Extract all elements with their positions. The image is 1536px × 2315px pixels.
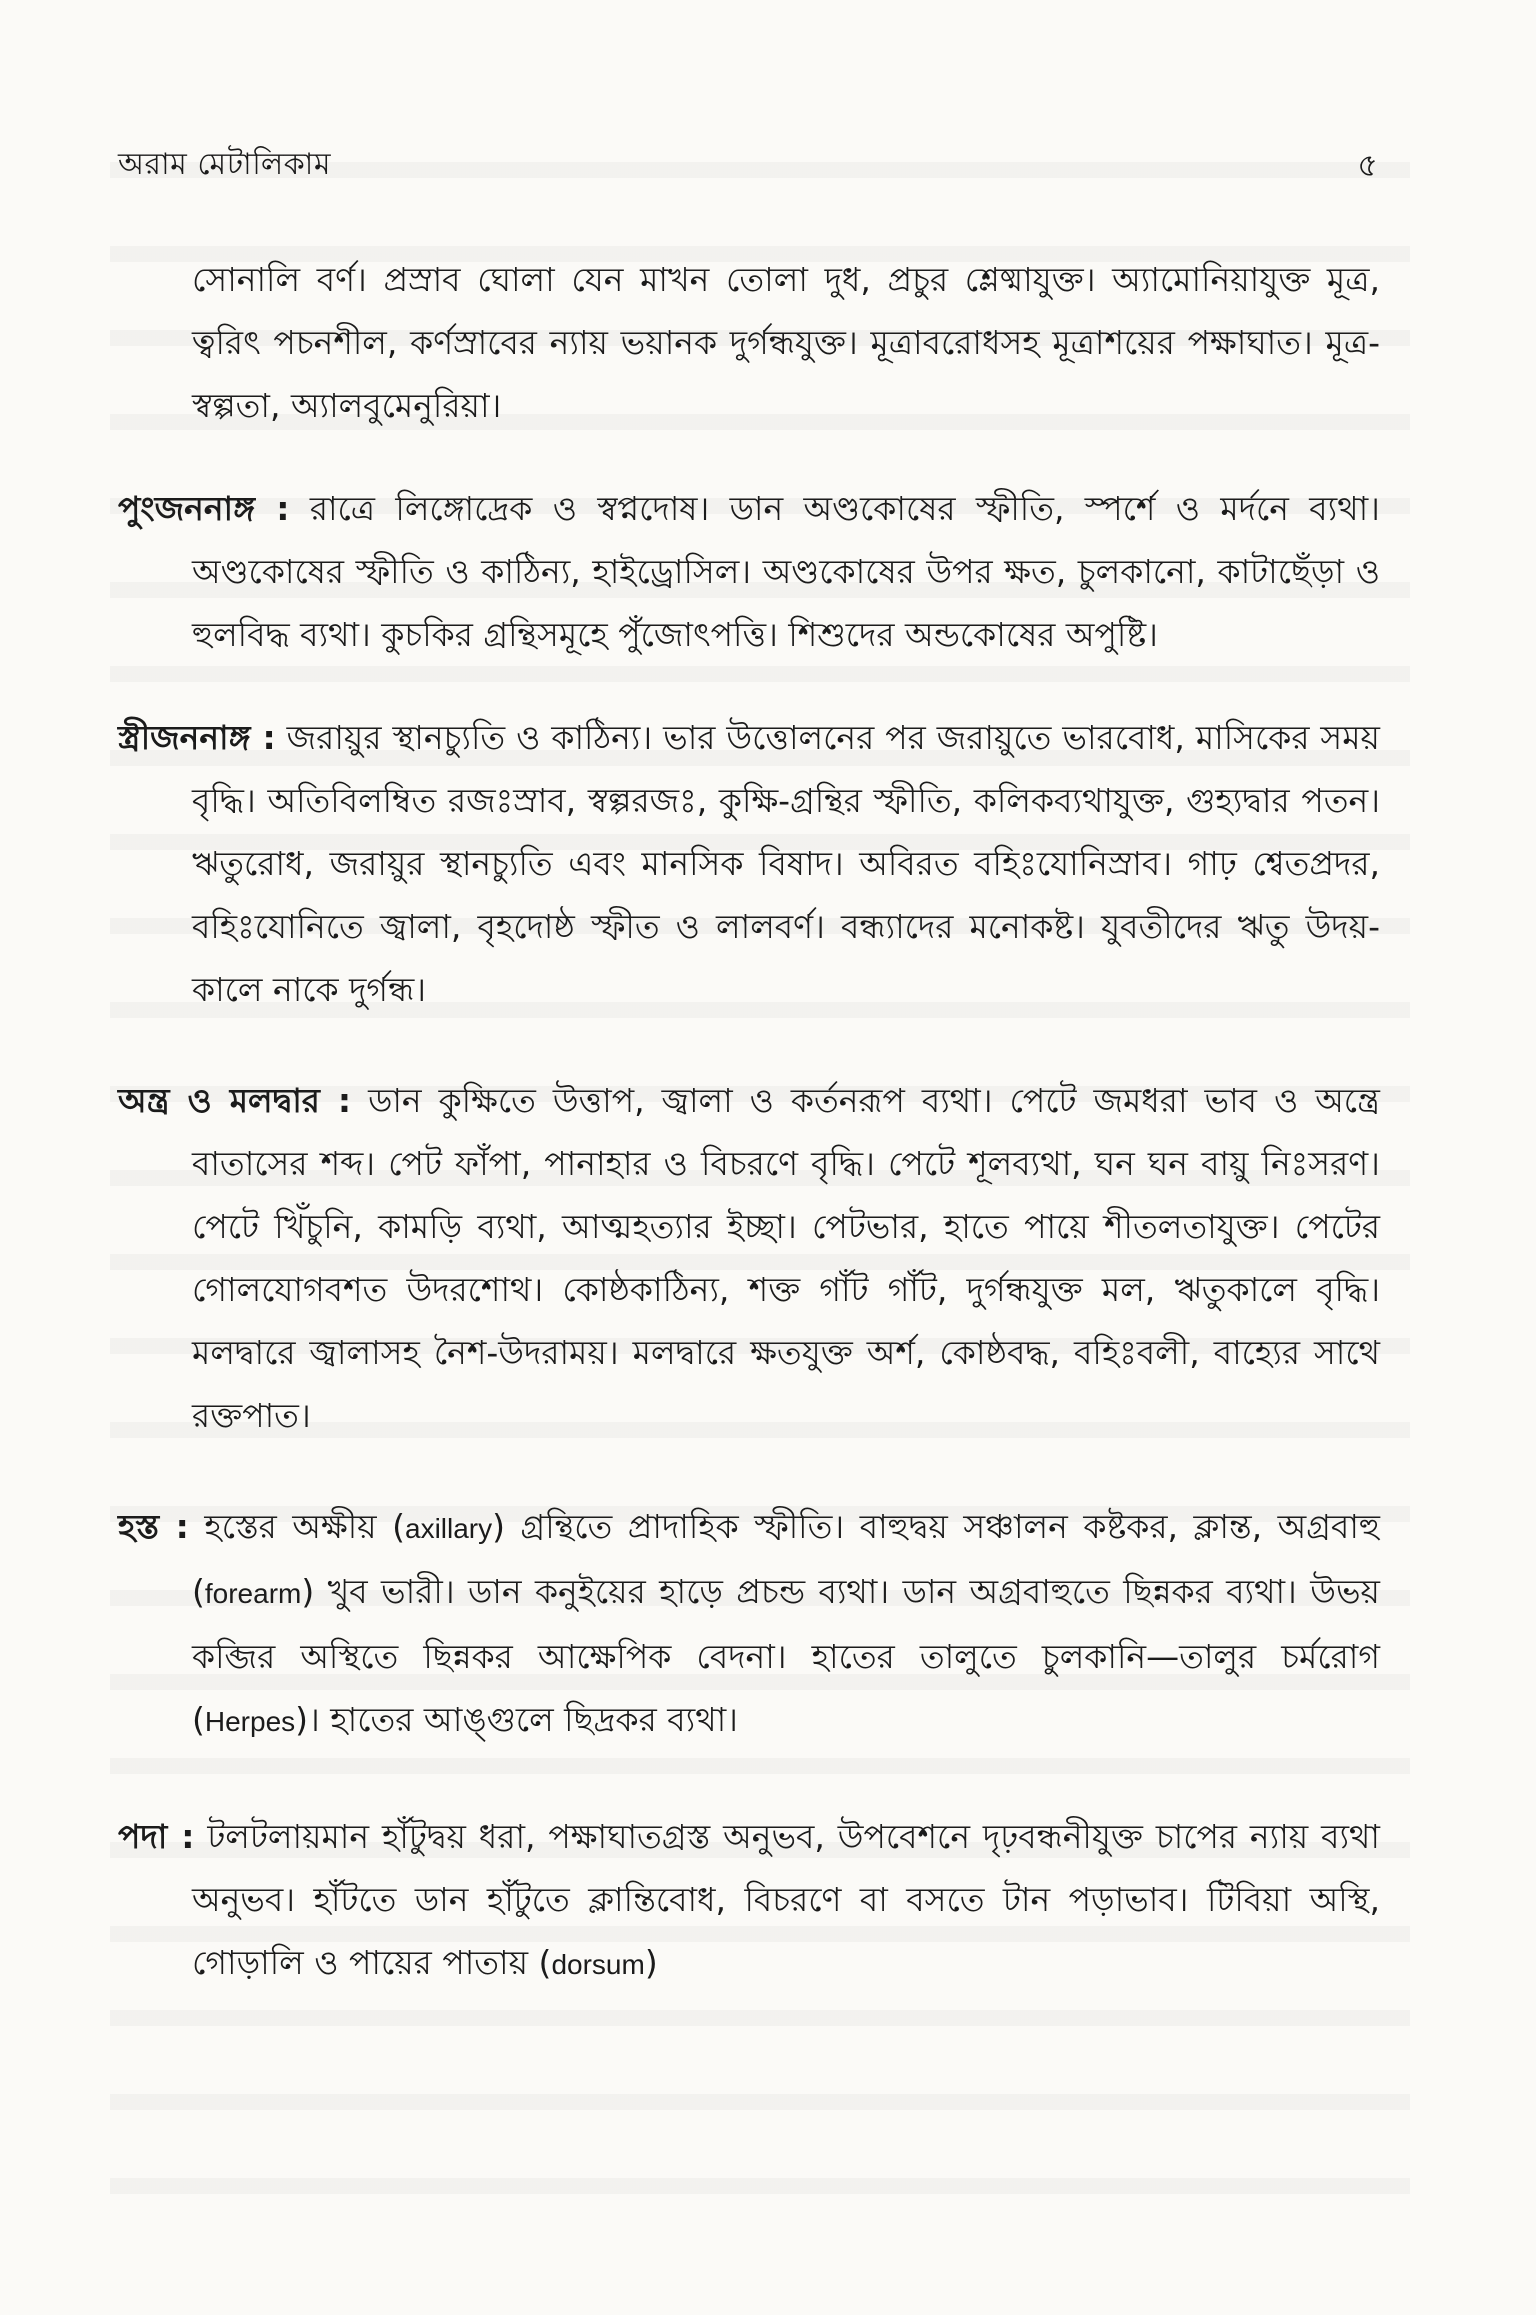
section-female-genitals (118, 706, 1380, 1021)
section-heading: পদা : (118, 1817, 195, 1856)
section-legs (118, 1805, 1380, 1996)
section-text: জরায়ুর স্থানচ্যুতি ও কাঠিন্য। ভার উত্তোলনের পর জরায়ুতে ভারবোধ, মাসিকের সময় বৃদ্ধি। অতিবিলম্বিত রজঃস্রাব, স্বল্পরজঃ, কুক্ষি-গ্রন্থির স্ফীতি, কলিকব্যথাযুক্ত, গুহ্যদ্বার পতন। ঋতুরোধ, জরায়ুর স্থানচ্যুতি এবং মানসিক বিষাদ। অবিরত বহিঃযোনিস্রাব। গাঢ় শ্বেতপ্রদর, বহিঃযোনিতে জ্বালা, বৃহদোষ্ঠ স্ফীত ও লালবর্ণ। বন্ধ্যাদের মনোকষ্ট। যুবতীদের ঋতু উদয়-কালে নাকে দুর্গন্ধ। (192, 718, 1380, 1009)
latin-term: axillary (405, 1513, 493, 1544)
section-text-part: ) খুব ভারী। ডান কনুইয়ের হাড়ে প্রচন্ড ব্যথা। ডান অগ্রবাহুতে ছিন্নকর ব্যথা। উভয় কব্জির অস্থিতে ছিন্নকর আক্ষেপিক বেদনা। হাতের তালুতে চুলকানি—তালুর চর্মরোগ ( (192, 1572, 1380, 1739)
section-text-part: ) গ্রন্থিতে প্রাদাহিক স্ফীতি। বাহুদ্বয় সঞ্চালন কষ্টকর, ক্লান্ত, অগ্রবাহু ( (192, 1507, 1380, 1611)
section-hands (118, 1495, 1380, 1753)
running-title: অরাম মেটালিকাম (118, 147, 332, 182)
section-intestine-rectum (118, 1069, 1380, 1447)
section-heading: স্ত্রীজননাঙ্গ : (118, 718, 276, 757)
intro-paragraph: সোনালি বর্ণ। প্রস্রাব ঘোলা যেন মাখন তোলা দুধ, প্রচুর শ্লেষ্মাযুক্ত। অ্যামোনিয়াযুক্ত মূত্র, ত্বরিৎ পচনশীল, কর্ণস্রাবের ন্যায় ভয়ানক দুর্গন্ধযুক্ত। মূত্রাবরোধসহ মূত্রাশয়ের পক্ষাঘাত। মূত্র-স্বল্পতা, অ্যালবুমেনুরিয়া। (192, 260, 1380, 425)
latin-term: forearm (204, 1578, 302, 1609)
section-male-genitals (118, 477, 1380, 666)
section-heading: পুংজননাঙ্গ : (118, 489, 290, 528)
section-text-part: )। হাতের আঙ্গুলে ছিদ্রকর ব্যথা। (295, 1700, 738, 1739)
section-heading: অন্ত্র ও মলদ্বার : (118, 1081, 352, 1120)
section-text: রাত্রে লিঙ্গোদ্রেক ও স্বপ্নদোষ। ডান অণ্ডকোষের স্ফীতি, স্পর্শে ও মর্দনে ব্যথা। অণ্ডকোষের স্ফীতি ও কাঠিন্য, হাইড্রোসিল। অণ্ডকোষের উপর ক্ষত, চুলকানো, কাটাছেঁড়া ও হুলবিদ্ধ ব্যথা। কুচকির গ্রন্থিসমূহে পুঁজোৎপত্তি। শিশুদের অন্ডকোষের অপুষ্টি। (192, 489, 1380, 654)
latin-term: dorsum (551, 1949, 645, 1980)
section-text-part: টলটলায়মান হাঁটুদ্বয় ধরা, পক্ষাঘাতগ্রস্ত অনুভব, উপবেশনে দৃঢ়বন্ধনীযুক্ত চাপের ন্যায় ব্যথা অনুভব। হাঁটতে ডান হাঁটুতে ক্লান্তিবোধ, বিচরণে বা বসতে টান পড়াভাব। টিবিয়া অস্থি, গোড়ালি ও পায়ের পাতায় ( (192, 1817, 1380, 1982)
section-text: ডান কুক্ষিতে উত্তাপ, জ্বালা ও কর্তনরূপ ব্যথা। পেটে জমধরা ভাব ও অন্ত্রে বাতাসের শব্দ। পেট ফাঁপা, পানাহার ও বিচরণে বৃদ্ধি। পেটে শূলব্যথা, ঘন ঘন বায়ু নিঃসরণ। পেটে খিঁচুনি, কামড়ি ব্যথা, আত্মহত্যার ইচ্ছা। পেটভার, হাতে পায়ে শীতলতাযুক্ত। পেটের গোলযোগবশত উদরশোথ। কোষ্ঠকাঠিন্য, শক্ত গাঁট গাঁট, দুর্গন্ধযুক্ত মল, ঋতুকালে বৃদ্ধি। মলদ্বারে জ্বালাসহ নৈশ-উদরাময়। মলদ্বারে ক্ষতযুক্ত অর্শ, কোষ্ঠবদ্ধ, বহিঃবলী, বাহ্যের সাথে রক্তপাত। (192, 1081, 1381, 1435)
page-number: ৫ (1357, 146, 1378, 184)
section-text-part: ) (644, 1943, 658, 1982)
page-body (118, 248, 1380, 1996)
latin-term: Herpes (204, 1706, 296, 1737)
section-text-part: হস্তের অক্ষীয় ( (204, 1507, 405, 1546)
section-heading: হস্ত : (118, 1507, 189, 1546)
page-header (118, 140, 1378, 186)
